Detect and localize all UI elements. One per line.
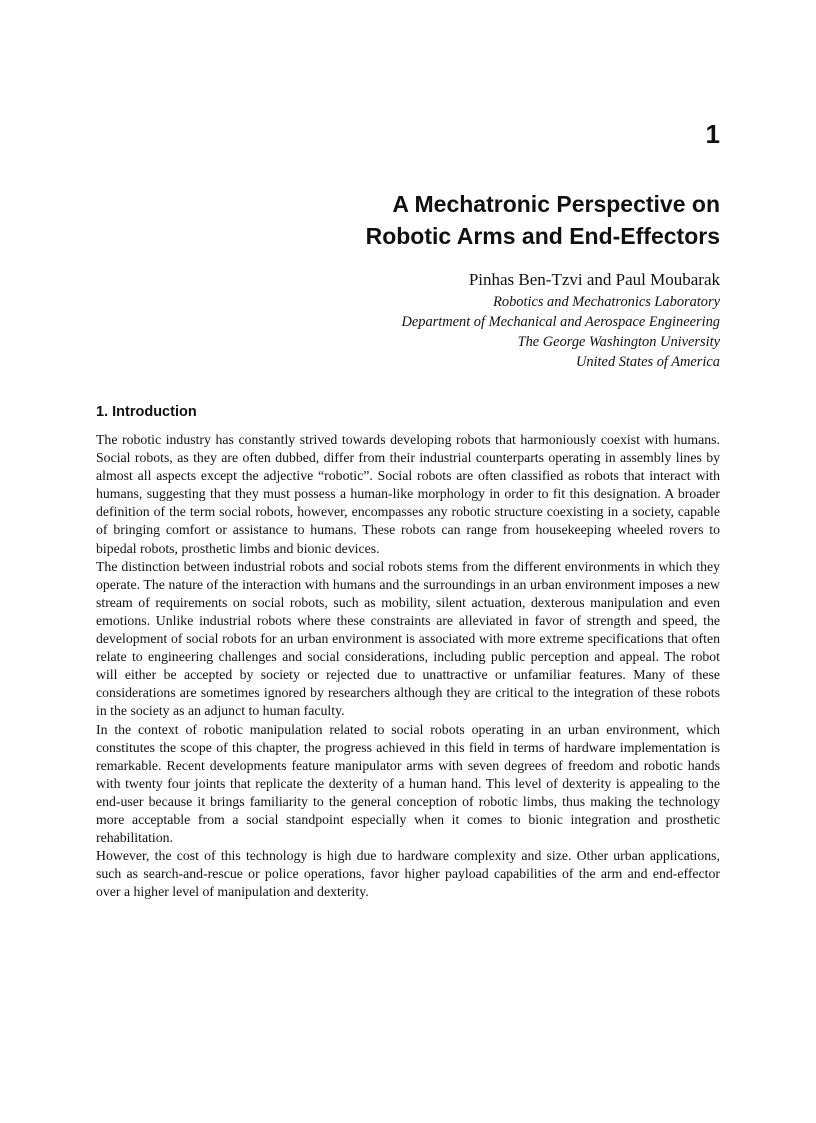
chapter-title-line-1: A Mechatronic Perspective on bbox=[392, 191, 720, 217]
affiliation-department: Department of Mechanical and Aerospace Engineering bbox=[401, 314, 720, 330]
chapter-title-line-2: Robotic Arms and End-Effectors bbox=[365, 223, 720, 249]
affiliation-lab: Robotics and Mechatronics Laboratory bbox=[493, 294, 720, 310]
paragraph-3: In the context of robotic manipulation related to social robots operating in an urban environment, which constitutes the scope of this chapter, the progress achieved in this field in terms of hardware implementation is remarkable. Recent developments feature manipulator arms with seven degrees of freedom and robotic hands with twenty four joints that replicate the dexterity of a human hand. This level of dexterity is appealing to the end-user because it brings familiarity to the general conception of robotic limbs, thus making the technology more acceptable from a social standpoint especially when it comes to bionic integration and prosthetic rehabilitation. bbox=[96, 721, 720, 846]
chapter-number: 1 bbox=[705, 119, 720, 149]
paragraph-4: However, the cost of this technology is high due to hardware complexity and size. Other urban applications, such as search-and-rescue or police operations, favor higher payload capabilities of the arm and end-effector over a higher level of manipulation and dexterity. bbox=[96, 848, 720, 900]
author-block bbox=[96, 268, 720, 372]
author-names: Pinhas Ben-Tzvi and Paul Moubarak bbox=[468, 270, 720, 289]
chapter-title bbox=[96, 188, 720, 252]
section-heading: 1. Introduction bbox=[96, 404, 197, 420]
paragraph-2: The distinction between industrial robots and social robots stems from the different environments in which they operate. The nature of the interaction with humans and the surroundings in an urban environment imposes a new stream of requirements on social robots, such as mobility, silent actuation, dexterous manipulation and even emotions. Unlike industrial robots where these constraints are alleviated in favor of strength and speed, the development of social robots for an urban environment is associated with more extreme specifications that often relate to engineering challenges and social considerations, including public perception and appeal. The robot will either be accepted by society or rejected due to unattractive or unfamiliar features. Many of these considerations are sometimes ignored by researchers although they are critical to the integration of these robots in the society as an adjunct to human faculty. bbox=[96, 558, 720, 719]
section-body bbox=[96, 431, 720, 901]
paragraph-1: The robotic industry has constantly strived towards developing robots that harmoniously coexist with humans. Social robots, as they are often dubbed, differ from their industrial counterparts operating in assembly lines by almost all aspects except the adjective “robotic”. Social robots are often classified as robots that interact with humans, suggesting that they must possess a human-like morphology in order to fit this designation. A broader definition of the term social robots, however, encompasses any robotic structure coexisting in a society, capable of bringing comfort or assistance to humans. These robots can range from housekeeping wheeled rovers to bipedal robots, prosthetic limbs and bionic devices. bbox=[96, 432, 720, 556]
affiliation-country: United States of America bbox=[575, 354, 720, 370]
affiliation-university: The George Washington University bbox=[517, 334, 720, 350]
